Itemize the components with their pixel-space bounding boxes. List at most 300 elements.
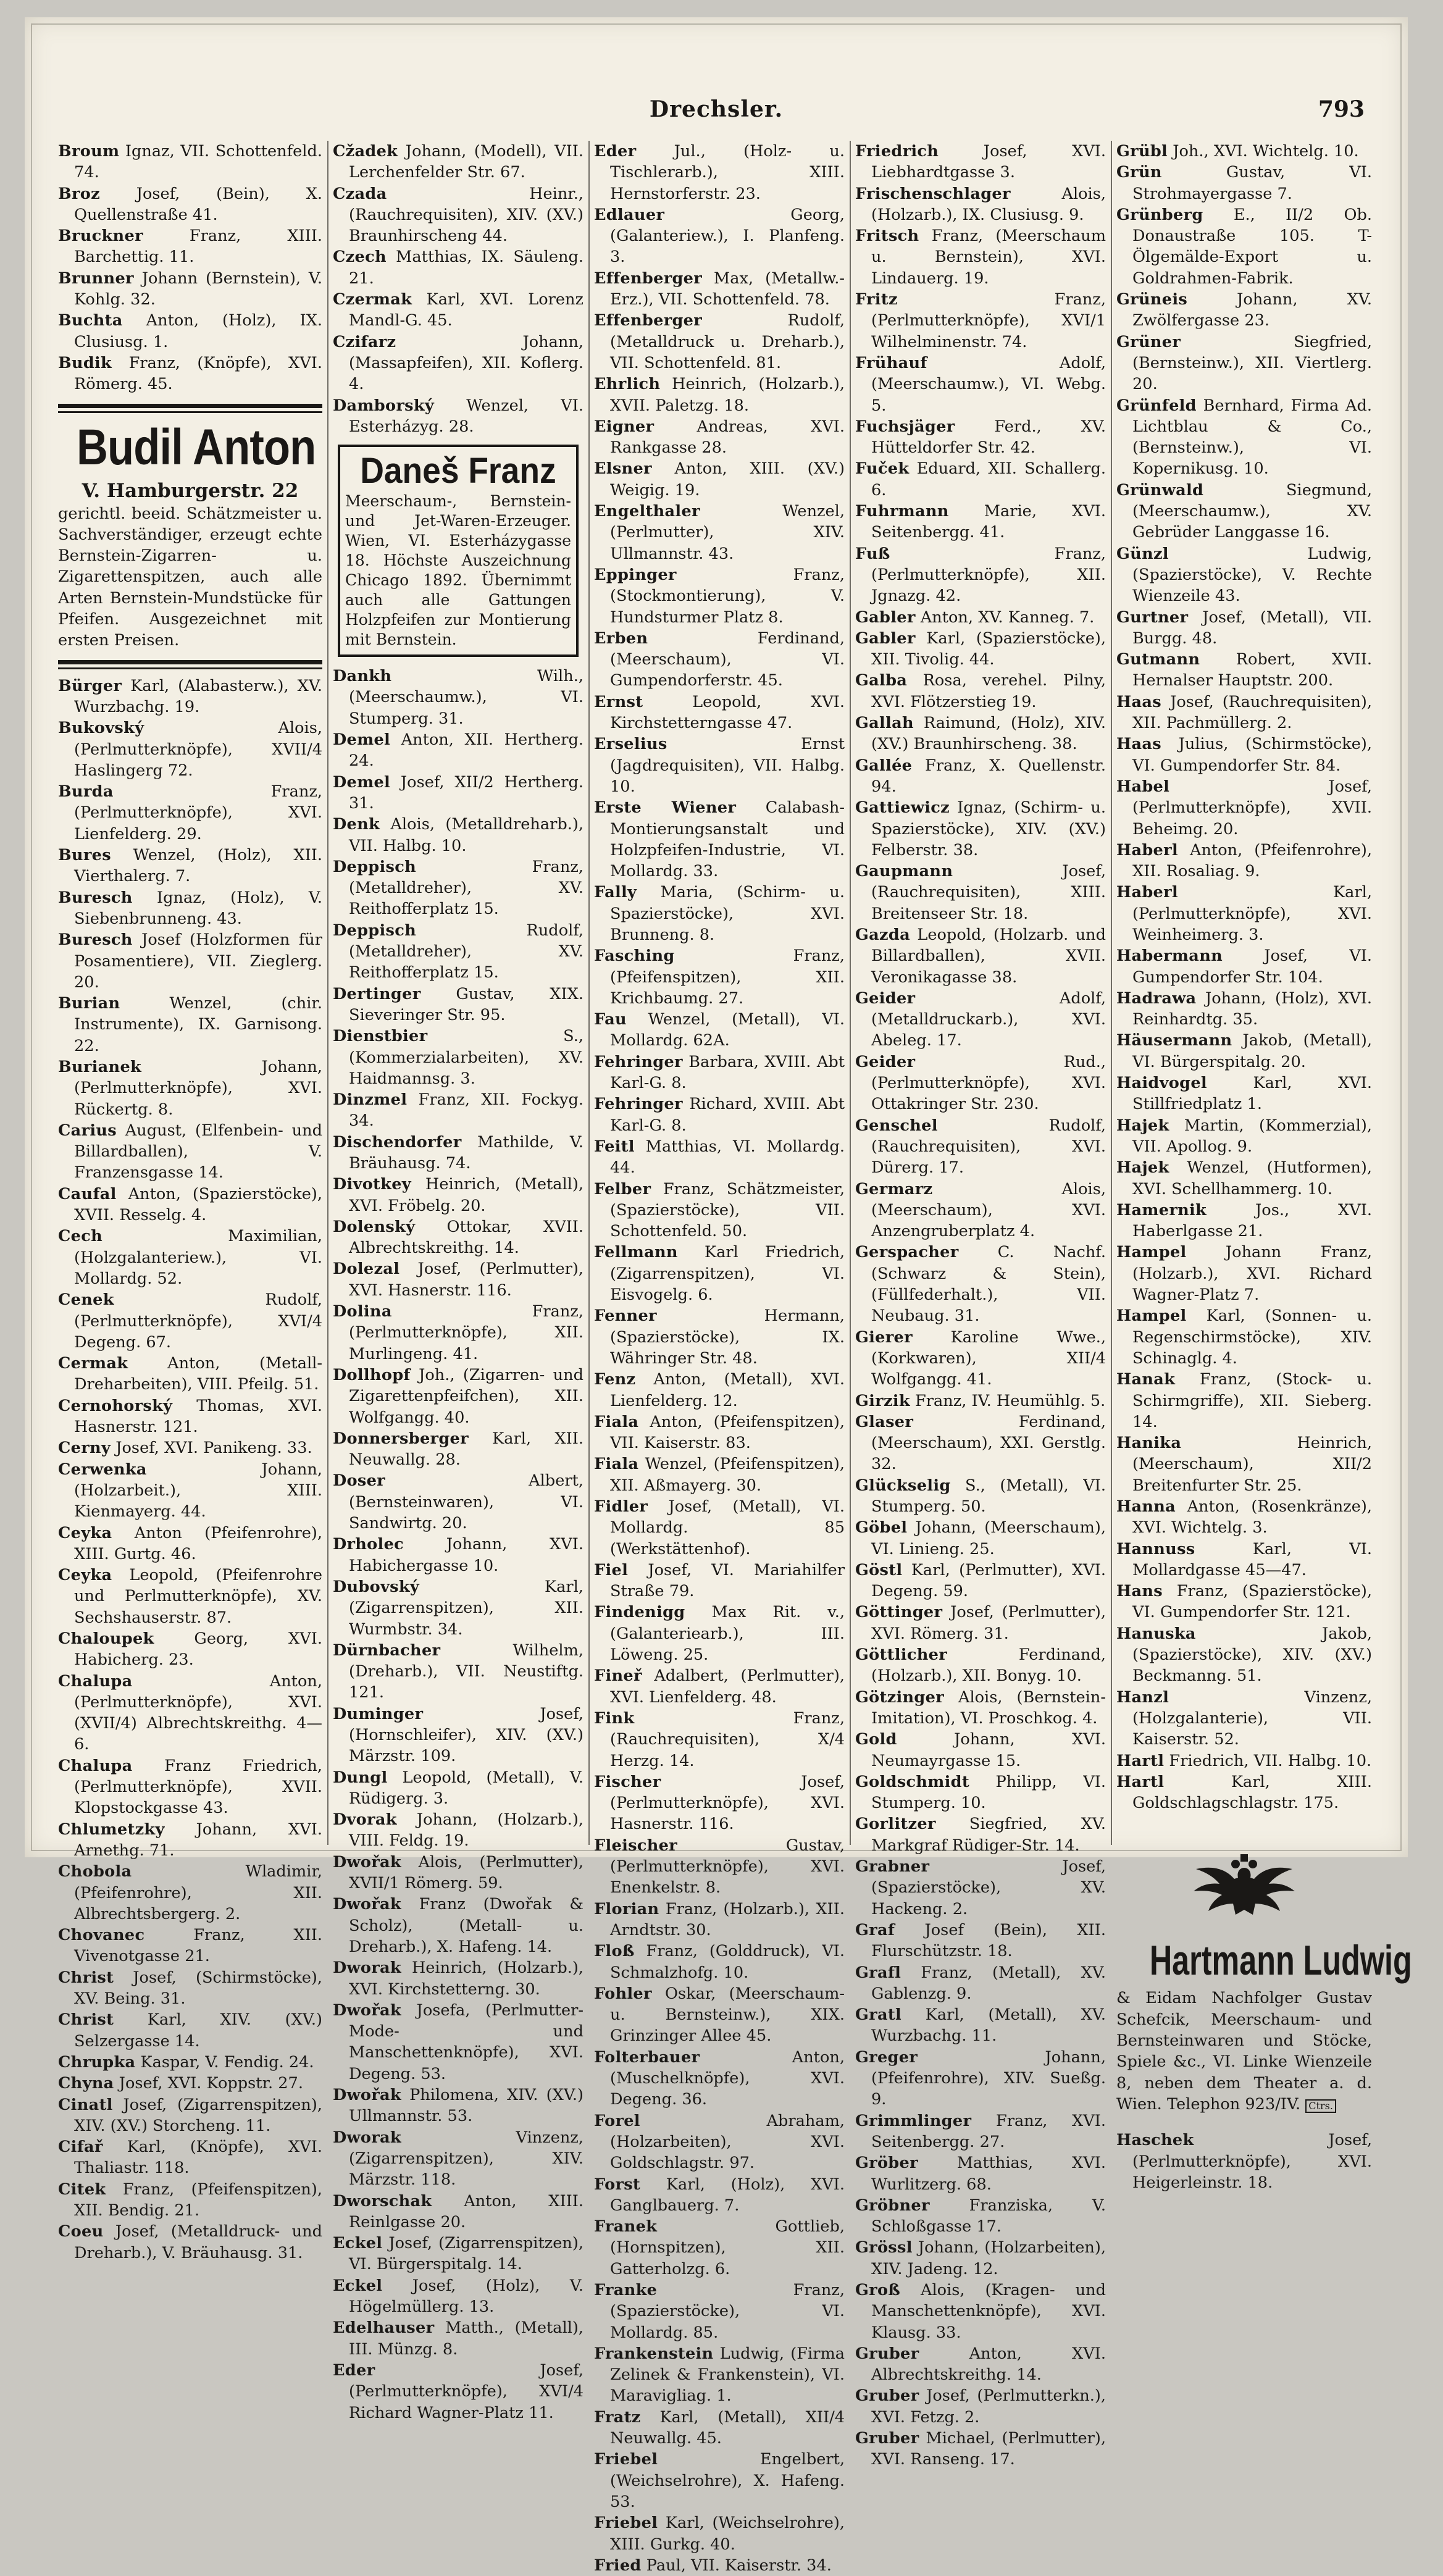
directory-entry [333, 2233, 583, 2275]
entry-name: Cernohorský [58, 1396, 173, 1415]
entry-name: Christ [58, 2010, 114, 2030]
entry-name: Dworak [333, 1959, 401, 1978]
page-number: 793 [1318, 96, 1365, 122]
entry-name: Bukovský [58, 719, 144, 738]
entry-details: Johann, (Pfeifenrohre), XIV. Sueßg. 9. [871, 2047, 1106, 2109]
entry-name: Fau [594, 1010, 627, 1029]
directory-columns [58, 141, 1412, 2575]
ad-rule [58, 411, 322, 413]
directory-entry [58, 1819, 322, 1862]
directory-entry [58, 183, 322, 226]
directory-entry [855, 458, 1106, 501]
entry-name: Gallah [855, 714, 914, 733]
entry-name: Grössl [855, 2238, 913, 2257]
entry-details: Karl, (Weichselrohre), XIII. Gurkg. 40. [610, 2514, 845, 2554]
directory-entry [1116, 1305, 1372, 1369]
directory-entry [855, 607, 1106, 628]
entry-details: Josef, (Schirmstöcke), XV. Being. 31. [74, 1968, 322, 2009]
directory-entry [333, 246, 583, 289]
entry-details: Johann, (Perlmutterknöpfe), XVI. Rückertg. 8. [74, 1057, 322, 1119]
entry-details: Wenzel, (Hutformen), XVI. Schellhammerg. 10. [1132, 1158, 1372, 1198]
entry-name: Dolezal [333, 1260, 400, 1279]
entry-name: Genschel [855, 1116, 938, 1135]
directory-entry [855, 1115, 1106, 1179]
entry-name: Galba [855, 671, 908, 690]
directory-entry [58, 225, 322, 268]
directory-entry [1116, 988, 1372, 1031]
directory-entry [855, 988, 1106, 1052]
entry-name: Cenek [58, 1290, 114, 1310]
entry-details: Franz, (Meerschaum u. Bernstein), XVI. Lindauerg. 19. [871, 227, 1106, 288]
entry-details: Wladimir, (Pfeifenrohre), XII. Albrechtsbergerg. 2. [74, 1862, 322, 1923]
entry-name: Gruber [855, 2429, 919, 2448]
entry-details: Matthias, IX. Säuleng. 21. [349, 248, 583, 288]
entry-details: Ferdinand, (Holzarb.), XII. Bonyg. 10. [871, 1646, 1106, 1686]
entry-name: Hartl [1116, 1772, 1165, 1791]
entry-name: Cerwenka [58, 1460, 147, 1479]
entry-details: Franz (Dwořak & Scholz), (Metall- u. Dreharb.), X. Hafeng. 14. [349, 1895, 583, 1956]
entry-name: Gierer [855, 1328, 913, 1347]
directory-entry [594, 2174, 845, 2217]
entry-details: Josef, VI. Gumpendorfer Str. 104. [1132, 947, 1372, 987]
directory-entry [594, 458, 845, 501]
directory-entry [58, 1861, 322, 1925]
directory-entry [333, 984, 583, 1026]
entry-details: Siegmund, (Meerschaumw.), XV. Gebrüder Langgasse 16. [1132, 480, 1372, 542]
entry-details: Gustav, VI. Strohmayergasse 7. [1132, 163, 1372, 203]
entry-name: Grimmlinger [855, 2111, 972, 2130]
entry-name: Christ [58, 1968, 114, 1987]
entry-details: Franz, XVI. Seitenbergg. 27. [871, 2111, 1106, 2151]
entry-name: Dürnbacher [333, 1641, 441, 1660]
entry-name: Fohler [594, 1984, 652, 2003]
directory-entry [58, 1353, 322, 1395]
directory-entry [594, 2449, 845, 2512]
entry-name: Franke [594, 2280, 658, 2299]
entry-details: S., (Metall), VI. Stumperg. 50. [871, 1476, 1106, 1516]
entry-details: Franz, IV. Heumühlg. 5. [910, 1391, 1106, 1410]
entry-name: Fleischer [594, 1836, 677, 1855]
entry-name: Erben [594, 629, 648, 648]
entry-details: Max Rit. v., (Galanteriearb.), III. Löweng. 25. [610, 1603, 845, 1665]
entry-name: Grafl [855, 1963, 901, 1982]
directory-entry [58, 1565, 322, 1628]
entry-details: Franziska, V. Schloßgasse 17. [871, 2196, 1106, 2236]
entry-details: Josef, (Metall), VI. Mollardg. 85 (Werkstättenhof). [610, 1497, 845, 1558]
entry-details: Karl, XIV. (XV.) Selzergasse 14. [74, 2010, 322, 2051]
directory-entry [333, 1089, 583, 1132]
directory-entry [1116, 395, 1372, 480]
directory-entry [855, 1517, 1106, 1560]
entry-details: Maximilian, (Holzgalanteriew.), VI. Mollardg. 52. [74, 1227, 322, 1288]
directory-entry [333, 2360, 583, 2423]
entry-name: Carius [58, 1121, 117, 1140]
entry-name: Hanika [1116, 1434, 1182, 1453]
directory-entry [855, 2195, 1106, 2238]
entry-details: Alois, (Meerschaum), XVI. Anzengruberplatz 4. [871, 1179, 1106, 1241]
entry-details: Siegfried, (Bernsteinw.), XII. Viertlerg. 20. [1132, 332, 1372, 394]
directory-entry [855, 1411, 1106, 1475]
directory-entry [58, 2136, 322, 2179]
entry-details: Josef, (Rauchrequisiten), XIII. Breitenseer Str. 18. [871, 862, 1106, 923]
entry-details: Gustav, XIX. Sieveringer Str. 95. [349, 984, 583, 1024]
entry-details: Anton, XII. Hertherg. 24. [349, 730, 583, 771]
entry-name: Donnersberger [333, 1429, 469, 1448]
entry-details: Karl, (Perlmutter), XVI. Degeng. 59. [871, 1560, 1106, 1601]
entry-details: Anton, (Perlmutterknöpfe), XVI. (XVII/4) Albrechtskreithg. 4—6. [74, 1671, 322, 1754]
entry-details: Georg, XVI. Habicherg. 23. [74, 1629, 322, 1670]
entry-name: Ernst [594, 692, 643, 711]
directory-entry [333, 183, 583, 247]
directory-entry [1116, 332, 1372, 395]
entry-details: Franz, (Stock- u. Schirmgriffe), XII. Sieberg. 14. [1132, 1370, 1372, 1431]
directory-entry [1116, 162, 1372, 204]
entry-list [333, 666, 583, 2423]
directory-entry [855, 1813, 1106, 1856]
entry-details: Franz, (Perlmutterknöpfe), XII. Jgnazg. 42. [871, 544, 1106, 606]
entry-details: Anton, (Rosenkränze), XVI. Wichtelg. 3. [1132, 1497, 1372, 1537]
directory-page [25, 17, 1412, 2575]
directory-entry [594, 2512, 845, 2555]
directory-entry [58, 1755, 322, 1819]
hartmann-advertisement [1116, 1850, 1412, 2115]
entry-name: Habermann [1116, 947, 1223, 966]
entry-name: Frischenschlager [855, 184, 1011, 203]
entry-details: Franz, (Perlmutterknöpfe), XVI. Lienfelderg. 29. [74, 782, 322, 843]
directory-entry [855, 353, 1106, 416]
directory-entry [594, 1602, 845, 1665]
entry-list [594, 141, 845, 2576]
hartmann-ad-body: & Eidam Nachfolger Gustav Schefcik, Meerschaum- und Bernsteinwaren und Stöcke, Spiele &c., VI. Linke Wienzeile 8, neben dem Theater a. d. Wien. Telephon 923/IV. [1116, 1989, 1372, 2114]
entry-details: Karl, (Holz), XVI. Ganglbauerg. 7. [610, 2175, 845, 2215]
entry-name: Fischer [594, 1772, 661, 1791]
entry-list [58, 675, 322, 2264]
directory-entry [333, 332, 583, 395]
entry-name: Czifarz [333, 332, 396, 351]
entry-name: Denk [333, 815, 380, 834]
entry-details: Thomas, XVI. Hasnerstr. 121. [74, 1396, 322, 1437]
entry-details: Jakob, (Spazierstöcke), XIV. (XV.) Beckmanng. 51. [1132, 1624, 1372, 1686]
entry-details: Anton, (Pfeifenrohre), XII. Rosaliag. 9. [1132, 840, 1372, 881]
entry-details: Josef, XVI. Koppstr. 27. [114, 2074, 303, 2093]
directory-entry [594, 1560, 845, 1602]
directory-entry [333, 395, 583, 438]
entry-name: Gabler [855, 629, 916, 648]
entry-details: Johann, (Holzarb.), VIII. Feldg. 19. [349, 1810, 583, 1850]
directory-entry [594, 1369, 845, 1411]
entry-details: Heinrich, (Meerschaum), XII/2 Breitenfurter Str. 25. [1132, 1434, 1372, 1495]
entry-name: Fehringer [594, 1095, 683, 1114]
entry-name: Fenz [594, 1370, 636, 1389]
entry-details: Franz, (Pfeifenspitzen), XII. Krichbaumg. 27. [610, 947, 845, 1008]
entry-name: Elsner [594, 459, 652, 479]
entry-name: Hajek [1116, 1158, 1169, 1177]
double-eagle-emblem-icon [1182, 1850, 1306, 1925]
directory-entry [58, 845, 322, 887]
entry-name: Gratl [855, 2005, 901, 2025]
entry-name: Fenner [594, 1307, 657, 1326]
entry-details: Andreas, XVI. Rankgasse 28. [610, 417, 845, 458]
directory-entry [594, 268, 845, 311]
directory-entry [58, 2009, 322, 2052]
entry-name: Eigner [594, 417, 655, 436]
entry-name: Florian [594, 1899, 659, 1918]
directory-entry [333, 1470, 583, 1534]
entry-details: Hermann, (Spazierstöcke), IX. Währinger Str. 48. [610, 1307, 845, 1368]
entry-name: Gallée [855, 756, 913, 775]
entry-name: Dworak [333, 2128, 401, 2147]
entry-details: Josef, (Perlmutterkn.), XVI. Fetzg. 2. [871, 2386, 1106, 2427]
entry-details: Leopold, (Holzarb. und Billardballen), XVII. Veronikagasse 38. [871, 925, 1106, 987]
directory-entry [1116, 1496, 1372, 1539]
entry-details: Franz, (Stockmontierung), V. Hundsturmer Platz 8. [610, 565, 845, 627]
entry-details: Josef, (Perlmutterknöpfe), XVI. Heigerleinstr. 18. [1132, 2131, 1372, 2192]
entry-name: Chaloupek [58, 1629, 154, 1648]
entry-details: Karl, XIII. Goldschlagschlagstr. 175. [1132, 1772, 1372, 1813]
entry-details: Kaspar, V. Fendig. 24. [135, 2052, 314, 2072]
entry-name: Dwořak [333, 2086, 401, 2105]
entry-name: Findenigg [594, 1603, 685, 1622]
directory-entry [333, 1576, 583, 1640]
entry-name: Caufal [58, 1184, 117, 1203]
entry-name: Fiala [594, 1455, 639, 1474]
entry-details: Heinrich, (Holzarb.), XVI. Kirchstetterng. 30. [349, 1959, 583, 1999]
entry-details: Josef, (Perlmutter), XVI. Römerg. 31. [871, 1603, 1106, 1643]
directory-entry [333, 1174, 583, 1216]
entry-name: Eder [594, 142, 637, 161]
directory-entry [1116, 649, 1372, 692]
entry-name: Friebel [594, 2450, 658, 2469]
entry-details: Adalbert, (Perlmutter), XVI. Lienfelderg. 48. [610, 1666, 845, 1707]
entry-details: Rudolf, (Metalldreher), XV. Reithofferplatz 15. [349, 921, 583, 982]
ad-rule [58, 404, 322, 408]
directory-entry [855, 797, 1106, 861]
entry-name: Chalupa [58, 1671, 133, 1691]
entry-details: Josef, (Perlmutterknöpfe), XVI. Hasnerstr. 116. [610, 1772, 845, 1834]
entry-name: Dubovský [333, 1577, 420, 1596]
entry-name: Hanzl [1116, 1687, 1169, 1707]
directory-entry [855, 1327, 1106, 1390]
directory-entry [1116, 1073, 1372, 1115]
directory-entry [855, 225, 1106, 289]
entry-name: Chyna [58, 2074, 114, 2093]
entry-details: Anton, (Pfeifenspitzen), VII. Kaiserstr. 83. [610, 1412, 845, 1453]
entry-name: Dwořak [333, 1895, 401, 1914]
entry-details: Matthias, VI. Mollardg. 44. [610, 1137, 845, 1177]
directory-entry [58, 2073, 322, 2094]
entry-details: Karl, (Spazierstöcke), XII. Tivolig. 44. [871, 629, 1106, 669]
directory-entry [333, 1132, 583, 1174]
directory-entry [594, 1708, 845, 1771]
directory-entry [1116, 776, 1372, 840]
directory-entry [594, 2047, 845, 2110]
entry-name: Gruber [855, 2344, 919, 2363]
directory-entry [58, 1226, 322, 1289]
entry-details: Johann, (Modell), VII. Lerchenfelder Str. 67. [349, 142, 583, 182]
directory-entry [1116, 945, 1372, 988]
column-divider [588, 141, 590, 1845]
entry-name: Fink [594, 1708, 635, 1728]
directory-entry [594, 1094, 845, 1136]
entry-name: Folterbauer [594, 2047, 700, 2067]
directory-entry [855, 501, 1106, 543]
directory-entry [333, 856, 583, 920]
entry-name: Götzinger [855, 1687, 944, 1707]
directory-entry [333, 289, 583, 332]
entry-details: Gustav, (Perlmutterknöpfe), XVI. Enenkelstr. 8. [610, 1836, 845, 1897]
entry-name: Grünberg [1116, 205, 1203, 224]
entry-details: Josef, (Rauchrequisiten), XII. Pachmüllerg. 2. [1132, 692, 1372, 733]
entry-details: Franz, (Pfeifenspitzen), XII. Bendig. 21. [74, 2180, 322, 2220]
directory-entry [1116, 1539, 1372, 1581]
directory-entry [855, 924, 1106, 988]
entry-name: Dolina [333, 1302, 392, 1321]
entry-details: Ferd., XV. Hütteldorfer Str. 42. [871, 417, 1106, 458]
column-1 [58, 141, 322, 2262]
entry-details: Johann, (Massapfeifen), XII. Koflerg. 4. [349, 332, 583, 394]
entry-details: Franz, (Rauchrequisiten), X/4 Herzg. 14. [610, 1708, 845, 1770]
directory-entry [855, 289, 1106, 353]
entry-details: Alois, (Kragen- und Manschettenknöpfe), XVI. Klausg. 33. [871, 2280, 1106, 2342]
entry-name: Citek [58, 2180, 106, 2199]
entry-details: Josef, (Hornschleifer), XIV. (XV.) Märzstr. 109. [349, 1704, 583, 1766]
column-2 [333, 141, 583, 2422]
entry-details: Rudolf, (Metalldruck u. Dreharb.), VII. Schottenfeld. 81. [610, 311, 845, 372]
directory-entry [855, 2385, 1106, 2428]
entry-details: Franz, XIII. Barchettig. 11. [74, 227, 322, 267]
directory-entry [333, 1534, 583, 1576]
entry-details: Martin, (Kommerzial), VII. Apollog. 9. [1132, 1116, 1372, 1156]
directory-entry [855, 1729, 1106, 1771]
entry-name: Effenberger [594, 311, 703, 330]
entry-details: Jul., (Holz- u. Tischlerarb.), XIII. Hernstorferstr. 23. [610, 142, 845, 203]
directory-entry [1116, 480, 1372, 543]
directory-entry [333, 141, 583, 183]
entry-name: Göstl [855, 1560, 903, 1579]
entry-name: Dertinger [333, 984, 421, 1003]
directory-entry [594, 1136, 845, 1179]
directory-entry [594, 1411, 845, 1454]
entry-details: Adolf, (Metalldruckarb.), XVI. Abeleg. 17. [871, 989, 1106, 1050]
entry-name: Gazda [855, 925, 910, 944]
entry-name: Greger [855, 2047, 918, 2067]
entry-name: Buresch [58, 888, 133, 907]
directory-entry [333, 920, 583, 984]
entry-details: Ernst (Jagdrequisiten), VII. Halbg. 10. [610, 735, 845, 796]
entry-details: Jakob, (Metall), VI. Bürgerspitalg. 20. [1132, 1031, 1372, 1071]
entry-name: Eppinger [594, 565, 677, 584]
directory-entry [594, 1983, 845, 2047]
entry-details: Josef, (Zigarrenspitzen), VI. Bürgerspitalg. 14. [349, 2234, 583, 2274]
entry-details: Johann, XVI. Neumayrgasse 15. [871, 1730, 1106, 1770]
entry-details: Josef, (Perlmutter), XVI. Hasnerstr. 116. [349, 1260, 583, 1300]
directory-entry [855, 2152, 1106, 2195]
ad-rule [58, 667, 322, 669]
entry-name: Haas [1116, 692, 1161, 711]
entry-name: Chobola [58, 1862, 132, 1881]
directory-entry [333, 1852, 583, 1894]
directory-entry [333, 814, 583, 856]
entry-details: Franz, (Holzarb.), XII. Arndtstr. 30. [610, 1899, 845, 1939]
directory-entry [1116, 1200, 1372, 1242]
entry-name: Fehringer [594, 1052, 683, 1071]
page-header [25, 96, 1408, 133]
entry-name: Hampel [1116, 1307, 1187, 1326]
entry-details: Alois, (Holzarb.), IX. Clusiusg. 9. [871, 184, 1106, 224]
directory-entry [58, 1925, 322, 1967]
entry-details: Friedrich, VII. Halbg. 10. [1164, 1751, 1372, 1770]
entry-name: Hadrawa [1116, 989, 1197, 1008]
directory-entry [594, 1453, 845, 1496]
directory-entry [1116, 289, 1372, 332]
column-divider [850, 141, 851, 1845]
hartmann-ad-name: Hartmann Ludwig [1149, 1937, 1412, 1984]
entry-name: Gurtner [1116, 608, 1189, 627]
directory-entry [855, 628, 1106, 671]
directory-entry [333, 1767, 583, 1810]
entry-details: Karl, (Sonnen- u. Regenschirmstöcke), XIV. Schinaglg. 4. [1132, 1307, 1372, 1368]
entry-details: Adolf, (Meerschaumw.), VI. Webg. 5. [871, 353, 1106, 415]
entry-name: Grünwald [1116, 480, 1204, 500]
directory-entry [594, 882, 845, 945]
entry-name: Grüneis [1116, 290, 1188, 309]
directory-entry [594, 564, 845, 628]
entry-name: Gröber [855, 2154, 918, 2173]
entry-details: Anton, (Metall-Dreharbeiten), VIII. Pfeilg. 51. [74, 1354, 322, 1394]
entry-details: Ferdinand, (Meerschaum), VI. Gumpendorferstr. 45. [610, 629, 845, 690]
entry-details: August, (Elfenbein- und Billardballen), V. Franzensgasse 14. [74, 1121, 322, 1182]
entry-details: Anton (Pfeifenrohre), XIII. Gurtg. 46. [74, 1523, 322, 1563]
directory-entry [594, 1496, 845, 1560]
entry-details: Franz Friedrich, (Perlmutterknöpfe), XVII. Klopstockgasse 43. [74, 1756, 322, 1818]
entry-details: Julius, (Schirmstöcke), VI. Gumpendorfer Str. 84. [1132, 735, 1372, 775]
directory-entry [1116, 1687, 1372, 1750]
entry-details: Alois, (Perlmutter), XVII/1 Römerg. 59. [349, 1852, 583, 1893]
entry-details: Bernhard, Firma Ad. Lichtblau & Co., (Bernsteinw.), VI. Kopernikusg. 10. [1132, 396, 1372, 479]
budil-ad-name: Budil Anton [76, 419, 316, 475]
entry-name: Grübl [1116, 142, 1168, 161]
entry-name: Deppisch [333, 857, 416, 876]
directory-entry [594, 1835, 845, 1899]
entry-name: Groß [855, 2280, 901, 2299]
entry-name: Dworschak [333, 2191, 432, 2210]
directory-entry [58, 2052, 322, 2073]
entry-name: Eder [333, 2361, 375, 2380]
entry-details: Karoline Wwe., (Korkwaren), XII/4 Wolfgangg. 41. [871, 1328, 1106, 1389]
directory-entry [594, 734, 845, 797]
entry-name: Cžadek [333, 142, 398, 161]
entry-name: Effenberger [594, 269, 703, 288]
entry-details: Franz, (Perlmutterknöpfe), XVI/1 Wilhelminenstr. 74. [871, 290, 1106, 351]
entry-name: Fuß [855, 544, 890, 563]
entry-name: Brunner [58, 269, 134, 288]
entry-details: Anton, (Muschelknöpfe), XVI. Degeng. 36. [610, 2047, 845, 2109]
entry-details: Ignaz, (Holz), V. Siebenbrunneng. 43. [74, 888, 322, 928]
entry-details: Barbara, XVIII. Abt Karl-G. 8. [610, 1052, 845, 1093]
entry-name: Coeu [58, 2222, 104, 2241]
entry-name: Eckel [333, 2276, 383, 2295]
directory-entry [594, 141, 845, 204]
entry-details: Rudolf, (Rauchrequisiten), XVI. Dürerg. 17. [871, 1116, 1106, 1177]
directory-entry [333, 666, 583, 729]
directory-entry [594, 1771, 845, 1835]
entry-name: Dvorak [333, 1810, 397, 1830]
directory-entry [58, 675, 322, 718]
entry-name: Gröbner [855, 2196, 930, 2215]
entry-name: Buresch [58, 930, 133, 950]
directory-entry [855, 713, 1106, 755]
entry-name: Ceyka [58, 1523, 112, 1542]
